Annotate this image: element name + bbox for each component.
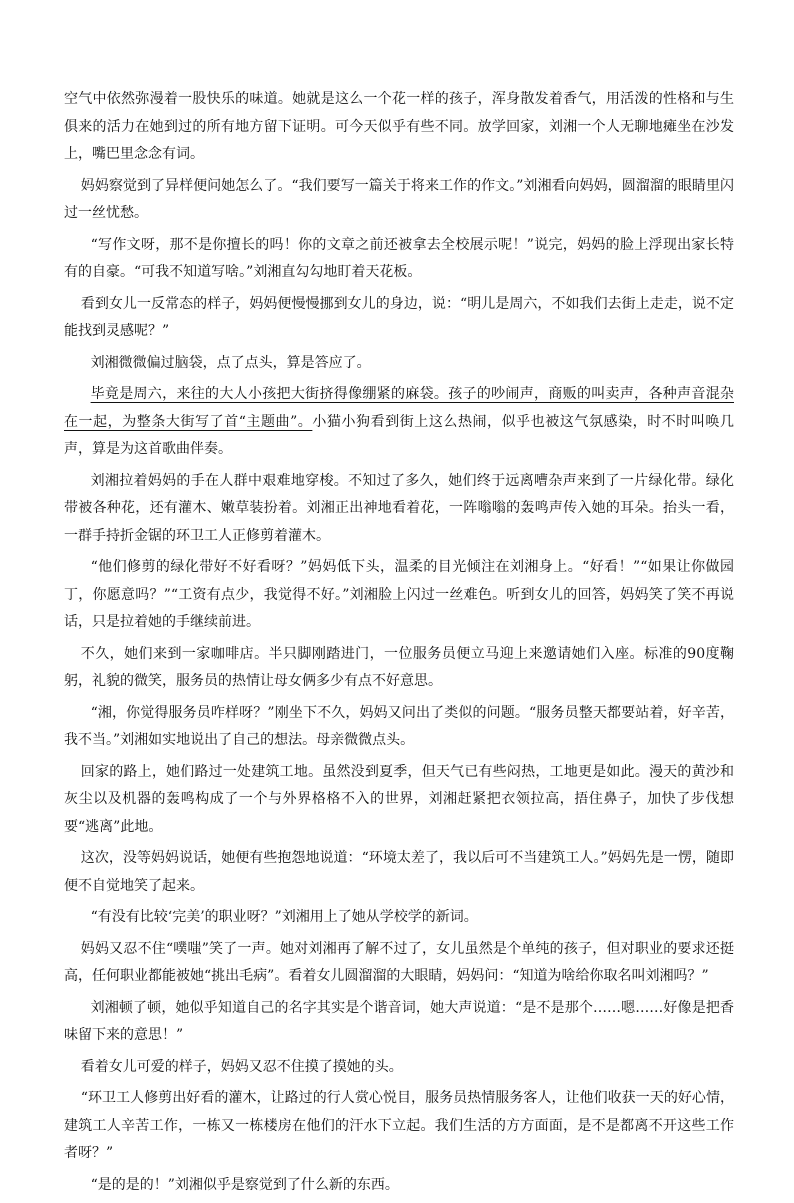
paragraph-13: “有没有比较‘完美’的职业呀？”刘湘用上了她从学校学的新词。 — [90, 909, 478, 925]
paragraph-11: 回家的路上，她们路过一处建筑工地。虽然没到夏季，但天气已有些闷热，工地更是如此。漫天的黄沙和灰尘以及机器的轰鸣构成了一个与外界格格不入的世界，刘湘赶紧把衣领拉高，捂住鼻子，加快了步伐想要“逃离”此地。 — [64, 763, 734, 835]
paragraph-16: 看着女儿可爱的样子，妈妈又忍不住摸了摸她的头。 — [80, 1058, 403, 1075]
paragraph-2: 妈妈察觉到了异样便问她怎么了。“我们要写一篇关于将来工作的作文。”刘湘看向妈妈，圆溜溜的眼睛里闪过一丝忧愁。 — [64, 177, 734, 221]
paragraph-5: 刘湘微微偏过脑袋，点了点头，算是答应了。 — [90, 354, 371, 371]
paragraph-12: 这次，没等妈妈说话，她便有些抱怨地说道：“环境太差了，我以后可不当建筑工人。”妈妈先是一愣，随即便不自觉地笑了起来。 — [64, 850, 734, 894]
paragraph-6 — [64, 381, 734, 464]
paragraph-18: “是的是的！”刘湘似乎是察觉到了什么新的东西。 — [90, 1176, 399, 1193]
underlined-sentence: 毕竟是周六，来往的大人小孩把大街挤得像绷紧的麻袋。孩子的吵闹声，商贩的叫卖声，各种声音混杂在一起，为整条大街写了首“主题曲”。 — [64, 386, 734, 430]
paragraph-1: 空气中依然弥漫着一股快乐的味道。她就是这么一个花一样的孩子，浑身散发着香气，用活泼的性格和与生俱来的活力在她到过的所有地方留下证明。可今天似乎有些不同。放学回家，刘湘一个人无聊地瘫坐在沙发上，嘴巴里念念有词。 — [64, 91, 734, 162]
paragraph-9: 不久，她们来到一家咖啡店。半只脚刚踏进门，一位服务员便立马迎上来邀请她们入座。标准的90度鞠躬，礼貌的微笑，服务员的热情让母女俩多少有点不好意思。 — [64, 645, 734, 689]
paragraph-17: “环卫工人修剪出好看的灌木，让路过的行人赏心悦目，服务员热情服务客人，让他们收获一天的好心情，建筑工人辛苦工作，一栋又一栋楼房在他们的汗水下立起。我们生活的方方面面，是不是都离不开这些工作者呀？” — [64, 1090, 734, 1161]
paragraph-10: “湘，你觉得服务员咋样呀？”刚坐下不久，妈妈又问出了类似的问题。“服务员整天都要站着，好辛苦，我不当。”刘湘如实地说出了自己的想法。母亲微微点头。 — [64, 704, 734, 748]
paragraph-8: “他们修剪的绿化带好不好看呀？”妈妈低下头，温柔的目光倾注在刘湘身上。“好看！”“如果让你做园丁，你愿意吗？”“工资有点少，我觉得不好。”刘湘脸上闪过一丝难色。听到女儿的回答，妈妈笑了笑不再说话，只是拉着她的手继续前进。 — [64, 559, 734, 630]
paragraph-6-rest: 小猫小狗看到街上这么热闹，似乎也被这气氛感染，时不时叫唤几声，算是为这首歌曲伴奏。 — [64, 413, 734, 457]
paragraph-15: 刘湘顿了顿，她似乎知道自己的名字其实是个谐音词，她大声说道：“是不是那个……嗯……好像是把香味留下来的意思！” — [64, 999, 734, 1043]
paragraph-14: 妈妈又忍不住“噗嗤”笑了一声。她对刘湘再了解不过了，女儿虽然是个单纯的孩子，但对职业的要求还挺高，任何职业都能被她“挑出毛病”。看着女儿圆溜溜的大眼睛，妈妈问：“知道为啥给你取名叫刘湘吗？” — [64, 940, 734, 984]
paragraph-7: 刘湘拉着妈妈的手在人群中艰难地穿梭。不知过了多久，她们终于远离嘈杂声来到了一片绿化带。绿化带被各种花，还有灌木、嫩草装扮着。刘湘正出神地看着花，一阵嗡嗡的轰鸣声传入她的耳朵。抬头一看，一群手持折金锯的环卫工人正修剪着灌木。 — [64, 472, 734, 544]
document-page — [64, 86, 734, 1203]
paragraph-4: 看到女儿一反常态的样子，妈妈便慢慢挪到女儿的身边，说：“明儿是周六，不如我们去街上走走，说不定能找到灵感呢？” — [64, 295, 734, 339]
paragraph-3: “写作文呀，那不是你擅长的吗！你的文章之前还被拿去全校展示呢！”说完，妈妈的脸上浮现出家长特有的自豪。“可我不知道写啥。”刘湘直勾勾地盯着天花板。 — [64, 236, 734, 280]
